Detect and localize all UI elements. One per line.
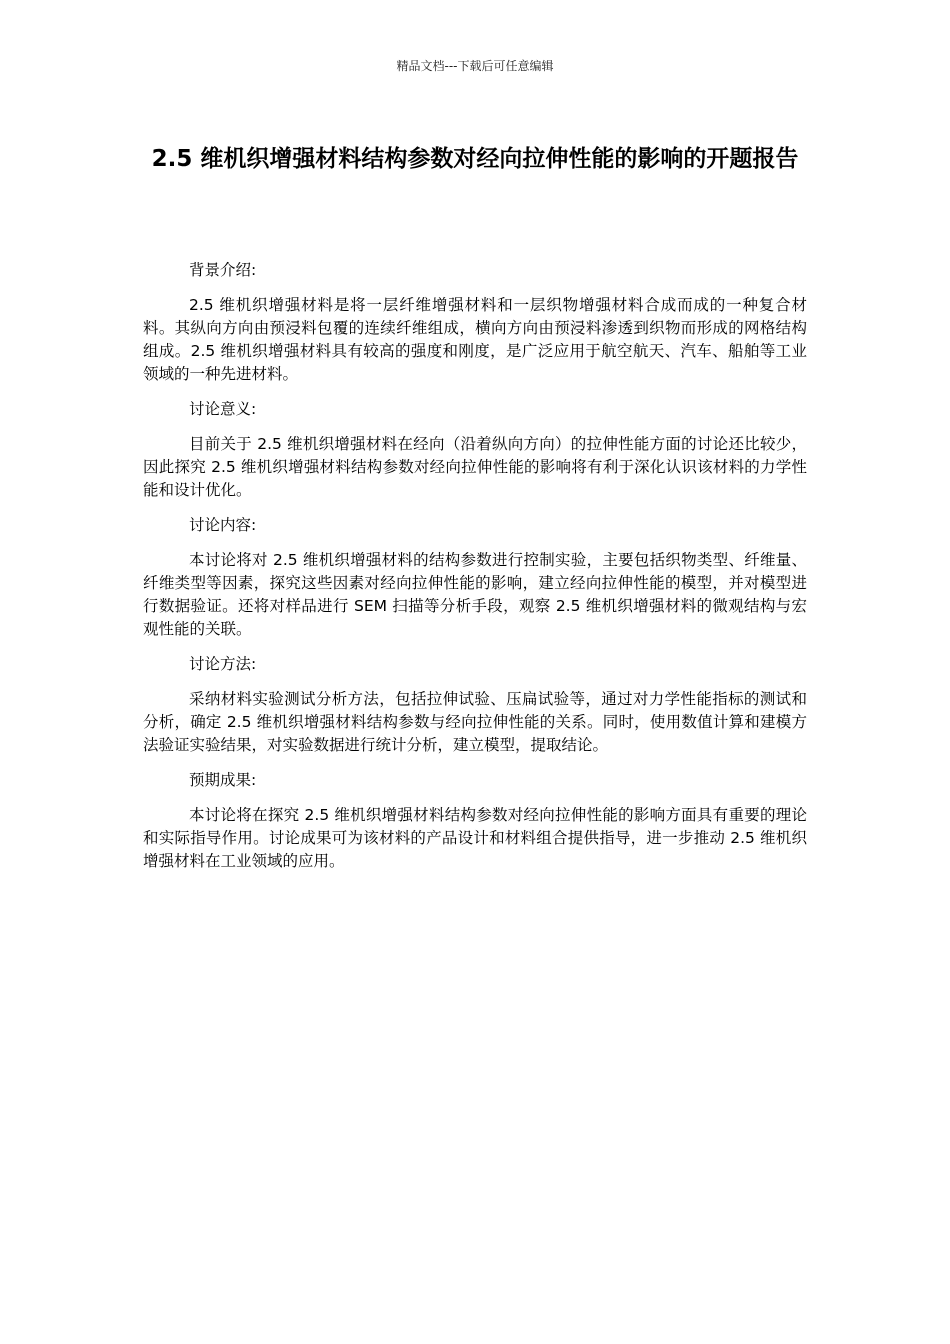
section-text-method: 采纳材料实验测试分析方法，包括拉伸试验、压扁试验等，通过对力学性能指标的测试和分析，确定 2.5 维机织增强材料结构参数与经向拉伸性能的关系。同时，使用数值计算和建模方法验证实验结果，对实验数据进行统计分析，建立模型，提取结论。: [143, 690, 807, 754]
section-text-background: 2.5 维机织增强材料是将一层纤维增强材料和一层织物增强材料合成而成的一种复合材料。其纵向方向由预浸料包覆的连续纤维组成，横向方向由预浸料渗透到织物而形成的网格结构组成。2.5 维机织增强材料具有较高的强度和刚度，是广泛应用于航空航天、汽车、船舶等工业领域的一种先进材料。: [143, 296, 807, 383]
section-text-content: 本讨论将对 2.5 维机织增强材料的结构参数进行控制实验，主要包括织物类型、纤维量、纤维类型等因素，探究这些因素对经向拉伸性能的影响，建立经向拉伸性能的模型，并对模型进行数据验证。还将对样品进行 SEM 扫描等分析手段，观察 2.5 维机织增强材料的微观结构与宏观性能的关联。: [143, 551, 807, 638]
section-label-content: 讨论内容:: [189, 516, 257, 534]
section-label-background: 背景介绍:: [189, 261, 257, 279]
header-note: 精品文档---下载后可任意编辑: [396, 59, 554, 73]
document-body: [143, 259, 807, 885]
section-label-significance: 讨论意义:: [189, 400, 257, 418]
section-label-method: 讨论方法:: [189, 655, 257, 673]
document-title: 2.5 维机织增强材料结构参数对经向拉伸性能的影响的开题报告: [151, 146, 799, 172]
section-text-significance: 目前关于 2.5 维机织增强材料在经向（沿着纵向方向）的拉伸性能方面的讨论还比较少，因此探究 2.5 维机织增强材料结构参数对经向拉伸性能的影响将有利于深化认识该材料的力学性能和设计优化。: [143, 435, 807, 499]
section-text-expected-results: 本讨论将在探究 2.5 维机织增强材料结构参数对经向拉伸性能的影响方面具有重要的理论和实际指导作用。讨论成果可为该材料的产品设计和材料组合提供指导，进一步推动 2.5 维机织增强材料在工业领域的应用。: [143, 806, 807, 870]
section-label-expected-results: 预期成果:: [189, 771, 257, 789]
